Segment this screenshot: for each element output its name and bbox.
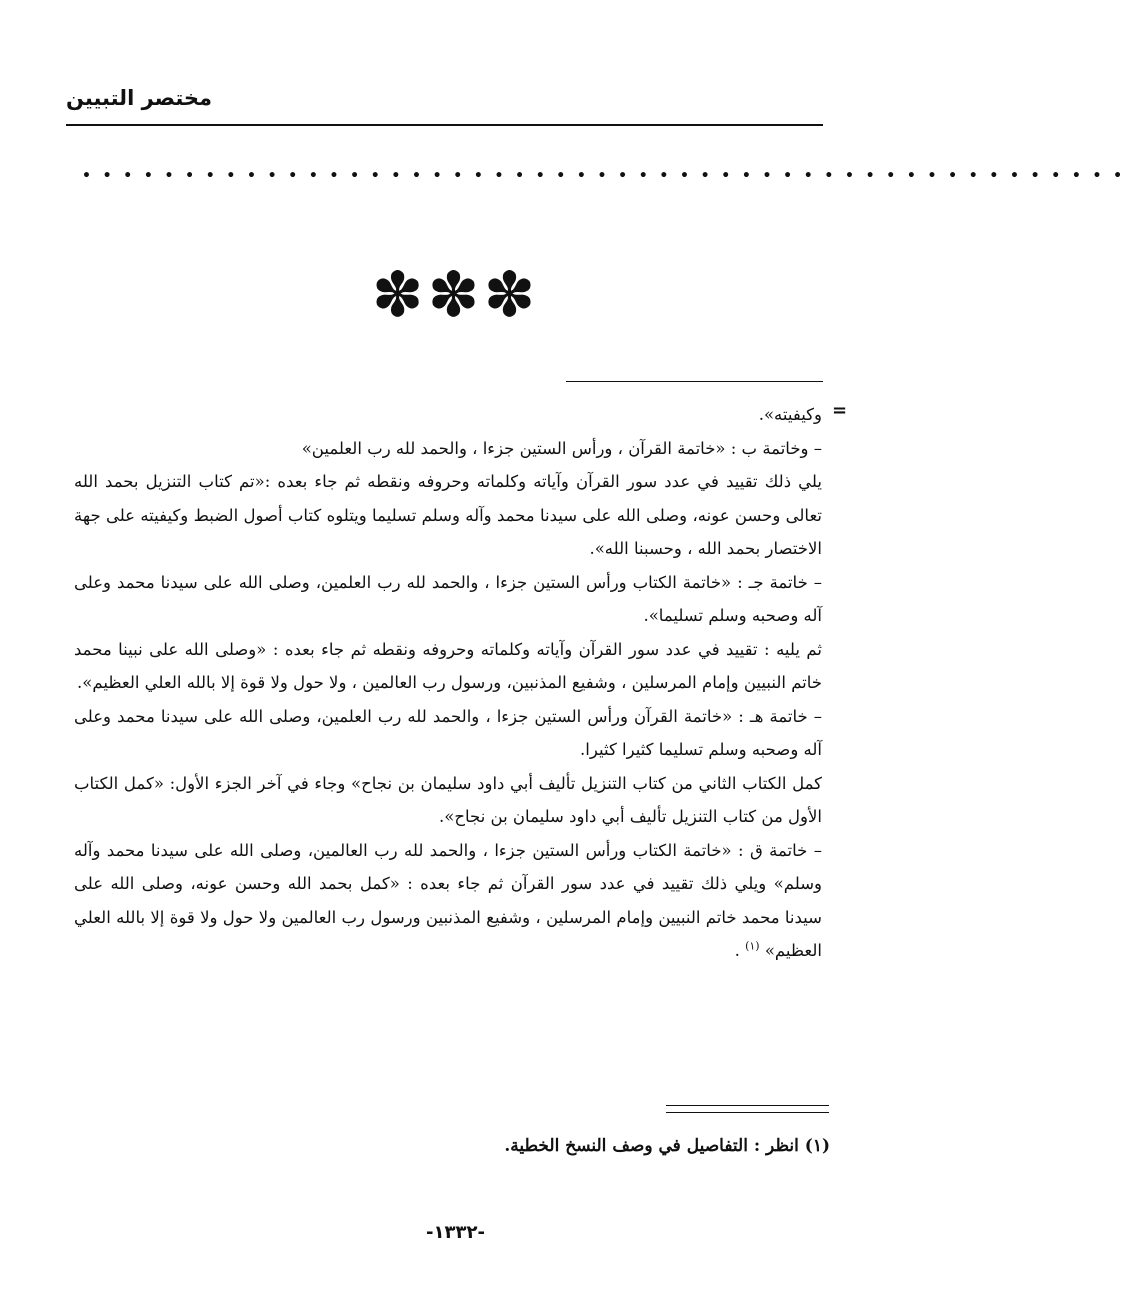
paragraph: كمل الكتاب الثاني من كتاب التنزيل تأليف أبي داود سليمان بن نجاح» وجاء في آخر الجزء الأول: «كمل الكتاب الأول من كتاب التنزيل تأليف أبي داود سليمان بن نجاح». bbox=[74, 773, 822, 826]
dotted-separator: • • • • • • • • • • • • • • • • • • • • • • • • • • • • • • • • • • • • • • • • • • • • • • • • • • • bbox=[82, 168, 1125, 184]
running-title: مختصر التبيين bbox=[66, 86, 213, 110]
header-rule bbox=[66, 124, 823, 126]
paragraph: – وخاتمة ب : «خاتمة القرآن ، ورأس الستين جزءا ، والحمد لله رب العلمين» bbox=[301, 438, 822, 458]
footnote-separator bbox=[666, 1105, 829, 1113]
paragraph: وكيفيته». bbox=[758, 405, 822, 424]
paragraph-last bbox=[74, 834, 822, 968]
continuation-mark: = bbox=[832, 400, 848, 421]
footnote: (١) انظر : التفاصيل في وصف النسخ الخطية. bbox=[504, 1136, 830, 1156]
body-text bbox=[74, 398, 822, 968]
page-number: -١٣٣٢- bbox=[426, 1222, 485, 1243]
footnote-reference[interactable]: (١) bbox=[745, 939, 760, 953]
section-rule bbox=[566, 381, 823, 382]
paragraph: – خاتمة هـ : «خاتمة القرآن ورأس الستين جزءا ، والحمد لله رب العلمين، وصلى الله على سيدنا محمد وعلى آله وصحبه وسلم تسليما كثيرا كثيرا. bbox=[74, 706, 822, 759]
closing-period: . bbox=[734, 941, 746, 960]
paragraph: – خاتمة جـ : «خاتمة الكتاب ورأس الستين جزءا ، والحمد لله رب العلمين، وصلى الله على سيدنا محمد وعلى آله وصحبه وسلم تسليما». bbox=[74, 572, 822, 625]
paragraph-text: – خاتمة ق : «خاتمة الكتاب ورأس الستين جزءا ، والحمد لله رب العالمين، وصلى الله على سيدنا محمد وآله وسلم» ويلي ذلك تقييد في عدد سور القرآن ثم جاء بعده : «كمل بحمد الله وحسن عونه، وصلى الله على سيدنا محمد خاتم النبيين وإمام المرسلين ، وشفيع المذنبين ورسول رب العالمين ولا حول ولا قوة إلا بالله العلي العظيم» bbox=[74, 840, 822, 960]
paragraph: يلي ذلك تقييد في عدد سور القرآن وآياته وكلماته وحروفه ونقطه ثم جاء بعده :«تم كتاب التنزيل بحمد الله تعالى وحسن عونه، وصلى الله على سيدنا محمد وآله وسلم تسليما ويتلوه كتاب أصول الضبط وكيفيته على جهة الاختصار بحمد الله ، وحسبنا الله». bbox=[74, 472, 822, 558]
asterism-ornament: ✽✽✽ bbox=[371, 258, 540, 331]
paragraph: ثم يليه : تقييد في عدد سور القرآن وآياته وكلماته وحروفه ونقطه ثم جاء بعده : «وصلى الله على نبينا محمد خاتم النبيين وإمام المرسلين ، وشفيع المذنبين، ورسول رب العالمين ، ولا حول ولا قوة إلا بالله العلي العظيم». bbox=[74, 639, 822, 692]
